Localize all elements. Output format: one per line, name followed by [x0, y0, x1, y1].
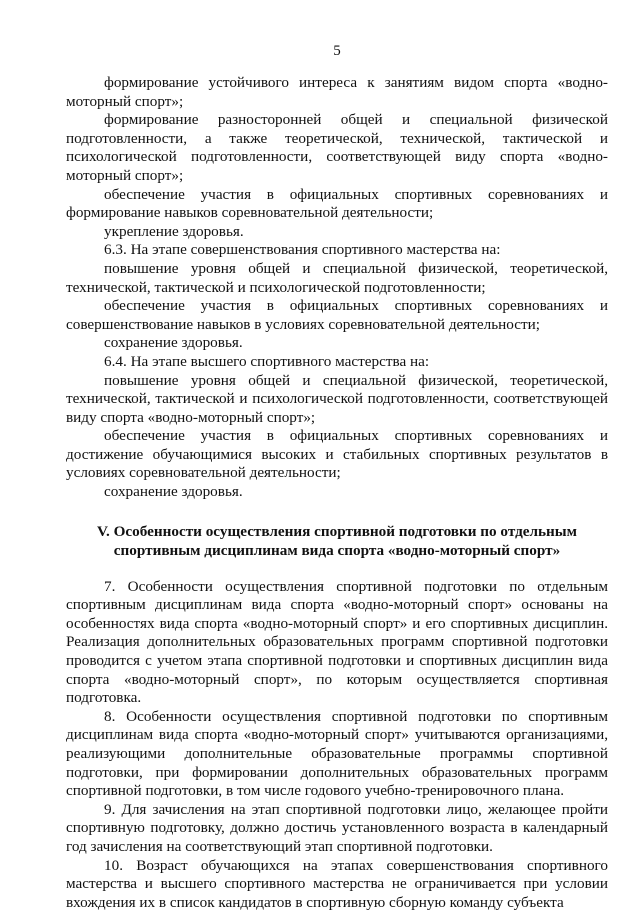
paragraph: 7. Особенности осуществления спортивной подготовки по отдельным спортивным дисциплинам вида спорта «водно-моторный спорт» основаны на особенностях вида спорта «водно-моторный спорт» и его спортивных дисциплин. Реализация дополнительных образовательных программ спортивной подготовки проводится с учетом этапа спортивной подготовки и спортивных дисциплин вида спорта «водно-моторный спорт», по которым осуществляется спортивная подготовка. — [66, 577, 608, 707]
section-heading: V. Особенности осуществления спортивной подготовки по отдельным спортивным дисциплинам вида спорта «водно-моторный спорт» — [96, 522, 578, 559]
page-number: 5 — [333, 43, 341, 59]
paragraph: обеспечение участия в официальных спортивных соревнованиях и достижение обучающимися высоких и стабильных спортивных результатов в условиях соревновательной деятельности; — [66, 427, 608, 482]
paragraph: 10. Возраст обучающихся на этапах совершенствования спортивного мастерства и высшего спортивного мастерства не ограничивается при условии вхождения их в список кандидатов в спортивную сборную команду субъекта — [66, 856, 608, 911]
paragraph: укрепление здоровья. — [104, 222, 244, 240]
paragraph: сохранение здоровья. — [104, 483, 243, 501]
paragraph: обеспечение участия в официальных спортивных соревнованиях и формирование навыков соревновательной деятельности; — [66, 185, 608, 222]
paragraph: 8. Особенности осуществления спортивной подготовки по спортивным дисциплинам вида спорта «водно-моторный спорт» учитываются организациями, реализующими дополнительные образовательные программы спортивной подготовки, при формировании дополнительных образовательных программ спортивной подготовки, в том числе годового учебно-тренировочного плана. — [66, 707, 608, 800]
paragraph: сохранение здоровья. — [104, 334, 243, 352]
paragraph: 9. Для зачисления на этап спортивной подготовки лицо, желающее пройти спортивную подготовку, должно достичь установленного возраста в календарный год зачисления на соответствующий этап спортивной подготовки. — [66, 800, 608, 855]
paragraph: формирование разносторонней общей и специальной физической подготовленности, а также теоретической, технической, тактической и психологической подготовленности, соответствующей виду спорта «водно-моторный спорт»; — [66, 111, 608, 184]
paragraph: формирование устойчивого интереса к занятиям видом спорта «водно-моторный спорт»; — [66, 74, 608, 110]
paragraph: повышение уровня общей и специальной физической, теоретической, технической, тактической и психологической подготовленности; — [66, 259, 608, 296]
paragraph: 6.4. На этапе высшего спортивного мастерства на: — [104, 352, 430, 370]
paragraph: повышение уровня общей и специальной физической, теоретической, технической, тактической и психологической подготовленности, соответствующей виду спорта «водно-моторный спорт»; — [66, 371, 608, 426]
paragraph: 6.3. На этапе совершенствования спортивного мастерства на: — [104, 241, 501, 259]
paragraph: обеспечение участия в официальных спортивных соревнованиях и совершенствование навыков в условиях соревновательной деятельности; — [66, 297, 608, 333]
